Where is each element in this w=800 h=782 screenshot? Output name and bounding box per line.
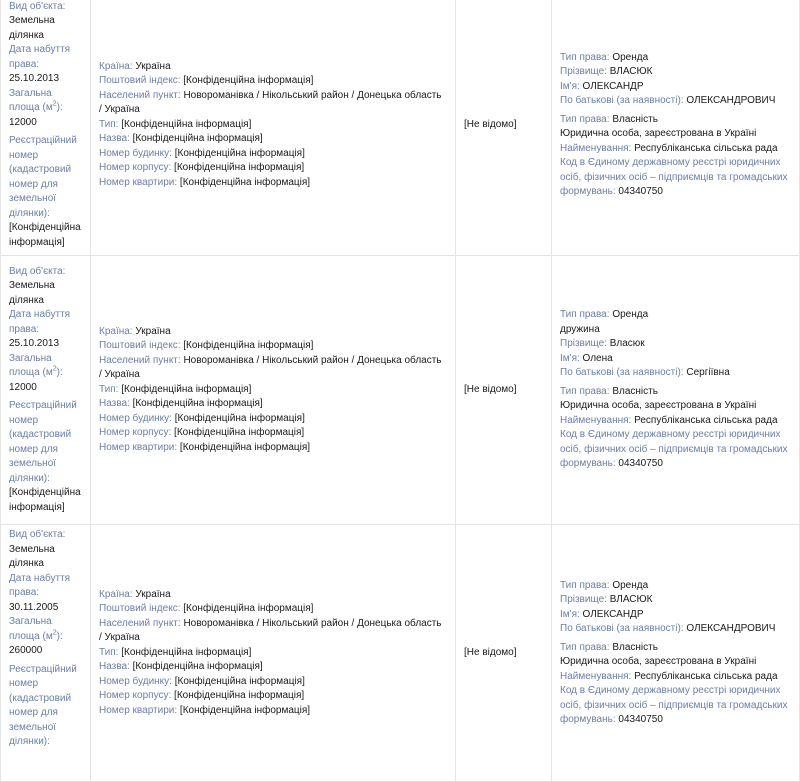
- patronymic-label: По батькові (за наявності):: [560, 95, 684, 106]
- settlement-label: Населений пункт:: [99, 89, 181, 101]
- area-value: 12000: [9, 116, 37, 128]
- surname-value: ВЛАСЮК: [609, 594, 653, 605]
- name-value: [Конфіденційна інформація]: [132, 133, 263, 145]
- apartment-label: Номер квартири:: [99, 176, 178, 188]
- share-value: [Не відомо]: [464, 646, 517, 658]
- apartment-label: Номер квартири:: [99, 704, 178, 716]
- right-type-value: Оренда: [612, 309, 649, 321]
- building-value: [Конфіденційна інформація]: [174, 427, 305, 439]
- right-type-label: Тип права:: [560, 579, 610, 591]
- settlement-value: Новороманівка / Нікольський район / Донецька область / Україна: [99, 354, 442, 381]
- org-name-label: Найменування:: [560, 142, 632, 154]
- rights-cell: [552, 256, 800, 525]
- rights-cell: [552, 525, 800, 782]
- acquire-date-value: 30.11.2005: [9, 601, 59, 613]
- edr-code-label: Код в Єдиному державному реєстрі юридичних осіб, фізичних осіб – підприємців та громадських формувань:: [560, 157, 788, 197]
- patronymic-value: ОЛЕКСАНДРОВИЧ: [686, 623, 776, 634]
- object-type-label: Вид об'єкта:: [9, 0, 66, 12]
- country-label: Країна:: [99, 60, 133, 72]
- edr-code-value: 04340750: [618, 458, 663, 470]
- surname-label: Прізвище:: [560, 338, 607, 350]
- type-label: Тип:: [99, 118, 119, 130]
- apartment-value: [Конфіденційна інформація]: [179, 704, 311, 716]
- rights-cell: [552, 0, 800, 256]
- table-row: [1, 525, 800, 782]
- org-name-label: Найменування:: [560, 414, 632, 426]
- surname-value: Власюк: [609, 338, 645, 350]
- share-value: [Не відомо]: [464, 383, 517, 395]
- cadastral-label: Реєстраційний номер (кадастровий номер для земельної ділянки):: [9, 135, 77, 219]
- right-type-label: Тип права:: [560, 309, 610, 321]
- postal-label: Поштовий індекс:: [99, 75, 181, 87]
- first-name-label: Ім'я:: [560, 352, 580, 364]
- first-name-label: Ім'я:: [560, 608, 580, 620]
- cadastral-label: Реєстраційний номер (кадастровий номер для земельної ділянки):: [9, 663, 77, 747]
- area-label: Загальна площа $(м^2)$:: [9, 352, 63, 379]
- country-value: Україна: [135, 588, 171, 600]
- acquire-date-label: Дата набуття права:: [9, 572, 71, 598]
- postal-label: Поштовий індекс:: [99, 340, 181, 352]
- edr-code-value: 04340750: [618, 186, 663, 197]
- org-name-value: Республіканська сільська рада: [634, 670, 778, 682]
- type-value: [Конфіденційна інформація]: [121, 118, 252, 130]
- right-type-value: Власність: [612, 641, 658, 653]
- entity-type-value: Юридична особа, зареєстрована в Україні: [560, 128, 757, 139]
- first-name-value: Олена: [582, 352, 613, 364]
- surname-label: Прізвище:: [560, 594, 607, 605]
- object-type-label: Вид об'єкта:: [9, 265, 66, 277]
- cadastral-value: [Конфіденційна інформація]: [9, 222, 81, 248]
- type-label: Тип:: [99, 646, 119, 658]
- house-value: [Конфіденційна інформація]: [174, 147, 305, 159]
- right-type-value: Оренда: [612, 579, 649, 591]
- address-cell: [91, 0, 456, 256]
- name-label: Назва:: [99, 133, 130, 145]
- house-value: [Конфіденційна інформація]: [174, 412, 305, 424]
- building-value: [Конфіденційна інформація]: [174, 690, 305, 702]
- entity-type-value: Юридична особа, зареєстрована в Україні: [560, 400, 757, 412]
- name-value: [Конфіденційна інформація]: [132, 661, 263, 673]
- address-cell: [91, 525, 456, 782]
- area-value: 260000: [9, 645, 43, 656]
- country-label: Країна:: [99, 325, 133, 337]
- org-name-label: Найменування:: [560, 670, 632, 682]
- name-label: Назва:: [99, 661, 130, 673]
- house-label: Номер будинку:: [99, 675, 172, 687]
- type-label: Тип:: [99, 383, 119, 395]
- org-name-value: Республіканська сільська рада: [634, 414, 778, 426]
- postal-value: [Конфіденційна інформація]: [183, 340, 314, 352]
- apartment-value: [Конфіденційна інформація]: [179, 176, 311, 188]
- building-label: Номер корпусу:: [99, 427, 172, 439]
- area-value: 12000: [9, 381, 37, 393]
- type-value: [Конфіденційна інформація]: [121, 383, 252, 395]
- acquire-date-value: 25.10.2013: [9, 338, 60, 350]
- right-type-label: Тип права:: [560, 385, 610, 397]
- name-value: [Конфіденційна інформація]: [132, 398, 263, 410]
- name-label: Назва:: [99, 398, 130, 410]
- object-type-value: Земельна ділянка: [9, 280, 55, 306]
- postal-value: [Конфіденційна інформація]: [183, 603, 314, 615]
- country-label: Країна:: [99, 588, 133, 600]
- right-type-value: Оренда: [612, 51, 649, 63]
- settlement-value: Новороманівка / Нікольський район / Донецька область / Україна: [99, 89, 442, 116]
- object-type-label: Вид об'єкта:: [9, 529, 66, 540]
- patronymic-label: По батькові (за наявності):: [560, 623, 684, 634]
- apartment-value: [Конфіденційна інформація]: [179, 441, 311, 453]
- building-label: Номер корпусу:: [99, 162, 172, 174]
- right-type-value: Власність: [612, 385, 658, 397]
- edr-code-label: Код в Єдиному державному реєстрі юридичних осіб, фізичних осіб – підприємців та громадських формувань:: [560, 685, 788, 725]
- org-name-value: Республіканська сільська рада: [634, 142, 778, 154]
- object-type-value: Земельна ділянка: [9, 543, 55, 569]
- object-cell: [1, 256, 91, 525]
- country-value: Україна: [135, 325, 171, 337]
- settlement-value: Новороманівка / Нікольський район / Донецька область / Україна: [99, 617, 442, 644]
- entity-type-value: Юридична особа, зареєстрована в Україні: [560, 656, 757, 667]
- surname-value: ВЛАСЮК: [609, 66, 653, 77]
- edr-code-value: 04340750: [618, 714, 663, 725]
- table-row: [1, 256, 800, 525]
- acquire-date-value: 25.10.2013: [9, 73, 60, 85]
- postal-label: Поштовий індекс:: [99, 603, 181, 615]
- share-cell: [456, 256, 552, 525]
- first-name-value: ОЛЕКСАНДР: [582, 80, 644, 92]
- patronymic-value: ОЛЕКСАНДРОВИЧ: [686, 95, 776, 106]
- settlement-label: Населений пункт:: [99, 354, 181, 366]
- cadastral-label: Реєстраційний номер (кадастровий номер для земельної ділянки):: [9, 400, 77, 484]
- cadastral-value: [Конфіденційна інформація]: [9, 487, 81, 513]
- edr-code-label: Код в Єдиному державному реєстрі юридичних осіб, фізичних осіб – підприємців та громадських формувань:: [560, 429, 788, 470]
- building-value: [Конфіденційна інформація]: [174, 162, 305, 174]
- area-label: Загальна площа $(м^2)$:: [9, 87, 63, 114]
- country-value: Україна: [135, 60, 171, 72]
- area-label: Загальна площа $(м^2)$:: [9, 616, 63, 642]
- right-type-value: Власність: [612, 113, 658, 125]
- acquire-date-label: Дата набуття права:: [9, 309, 71, 335]
- relation-value: дружина: [560, 323, 600, 335]
- right-type-label: Тип права:: [560, 113, 610, 125]
- patronymic-label: По батькові (за наявності):: [560, 367, 684, 379]
- share-value: [Не відомо]: [464, 118, 517, 130]
- house-label: Номер будинку:: [99, 412, 172, 424]
- object-type-value: Земельна ділянка: [9, 15, 55, 41]
- apartment-label: Номер квартири:: [99, 441, 178, 453]
- table-row: [1, 0, 800, 256]
- type-value: [Конфіденційна інформація]: [121, 646, 252, 658]
- patronymic-value: Сергіївна: [686, 367, 730, 379]
- share-cell: [456, 0, 552, 256]
- house-label: Номер будинку:: [99, 147, 172, 159]
- settlement-label: Населений пункт:: [99, 617, 181, 629]
- right-type-label: Тип права:: [560, 641, 610, 653]
- surname-label: Прізвище:: [560, 66, 607, 77]
- acquire-date-label: Дата набуття права:: [9, 44, 71, 70]
- object-cell: [1, 525, 91, 782]
- object-cell: [1, 0, 91, 256]
- building-label: Номер корпусу:: [99, 690, 172, 702]
- first-name-label: Ім'я:: [560, 80, 580, 92]
- first-name-value: ОЛЕКСАНДР: [582, 608, 644, 620]
- share-cell: [456, 525, 552, 782]
- right-type-label: Тип права:: [560, 51, 610, 63]
- postal-value: [Конфіденційна інформація]: [183, 75, 314, 87]
- house-value: [Конфіденційна інформація]: [174, 675, 305, 687]
- address-cell: [91, 256, 456, 525]
